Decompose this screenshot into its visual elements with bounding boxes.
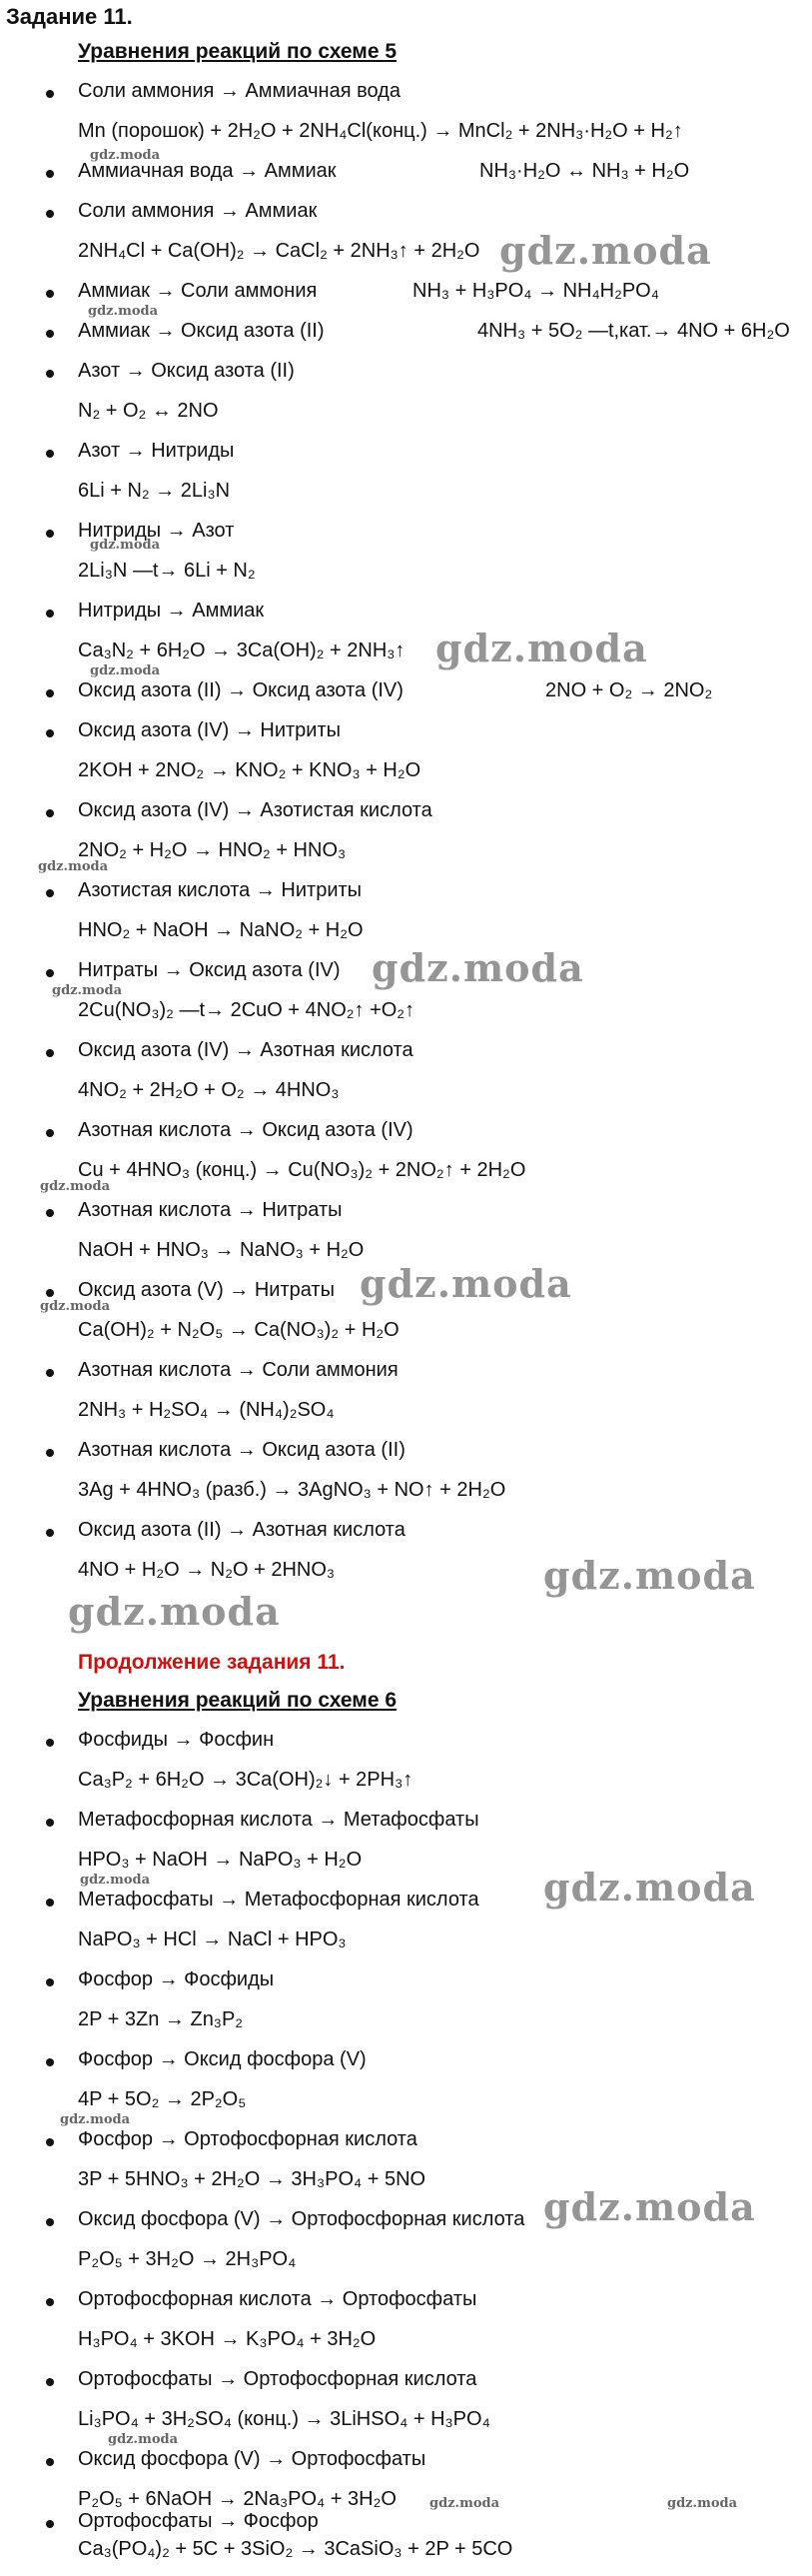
heading-text: Азотная кислота → Нитраты [78, 1199, 343, 1221]
bullet [46, 370, 54, 378]
heading-text: Нитриды → Азот [78, 520, 235, 542]
bullet [46, 2138, 54, 2146]
reaction-heading [0, 1519, 812, 1557]
heading-text: Азот → Нитриды [78, 440, 235, 462]
bullet [46, 969, 54, 977]
equation [0, 999, 812, 1037]
equation-text: 3P + 5HNO₃ + 2H₂O → 3H₃PO₄ + 5NO [78, 2168, 426, 2190]
reaction-heading [0, 2128, 812, 2166]
reaction-heading [0, 1439, 812, 1477]
bullet [46, 2378, 54, 2386]
equation-text: Li₃PO₄ + 3H₂SO₄ (конц.) → 3LiHSO₄ + H₃PO₄ [78, 2408, 490, 2430]
heading-text: Соли аммония → Аммиачная вода [78, 80, 401, 102]
bullet [46, 610, 54, 618]
bullet [46, 809, 54, 817]
reaction-heading [0, 2048, 812, 2086]
equation-text: Cu + 4HNO₃ (конц.) → Cu(NO₃)₂ + 2NO₂↑ + 2H₂O [78, 1159, 526, 1181]
equation [0, 480, 812, 518]
heading-text: Аммиак → Соли аммония [78, 280, 318, 302]
heading-text: Ортофосфаты → Ортофосфорная кислота [78, 2368, 477, 2390]
equation-text: NH₃ + H₃PO₄ → NH₄H₂PO₄ [412, 280, 659, 302]
equation-text: Ca₃(PO₄)₂ + 5C + 3SiO₂ → 3CaSiO₃ + 2P + 5CO [78, 2538, 513, 2560]
reaction-heading [0, 160, 812, 198]
heading-text: Оксид азота (II) → Оксид азота (IV) [78, 679, 404, 701]
reaction-heading [0, 719, 812, 757]
heading-text: Оксид фосфора (V) → Ортофосфорная кислота [78, 2208, 525, 2230]
equation-text: 2Li₃N —t→ 6Li + N₂ [78, 560, 256, 582]
equation-text: 4P + 5O₂ → 2P₂O₅ [78, 2088, 247, 2110]
heading-text: Нитраты → Оксид азота (IV) [78, 959, 341, 981]
equation-text: NH₃·H₂O ↔ NH₃ + H₂O [479, 160, 690, 182]
watermark: gdz.moda [435, 626, 648, 670]
bullet [46, 2218, 54, 2226]
watermark-small: gdz.moda [667, 2496, 738, 2511]
reaction-heading [0, 2288, 812, 2326]
bullet [46, 90, 54, 98]
bullet [46, 290, 54, 298]
bullet [46, 1369, 54, 1377]
bullet [46, 729, 54, 737]
watermark-small: gdz.moda [40, 1299, 111, 1314]
heading-text: Метафосфаты → Метафосфорная кислота [78, 1889, 479, 1911]
reaction-heading [0, 1359, 812, 1397]
watermark-small: gdz.moda [80, 1873, 151, 1888]
equation-text: H₃PO₄ + 3KOH → K₃PO₄ + 3H₂O [78, 2328, 377, 2350]
heading-text: Фосфиды → Фосфин [78, 1729, 275, 1751]
reaction-heading [0, 799, 812, 837]
bullet [46, 2520, 54, 2528]
heading-text: Азотная кислота → Оксид азота (II) [78, 1439, 406, 1461]
equation [0, 1479, 812, 1517]
equation-text: 2P + 3Zn → Zn₃P₂ [78, 2008, 244, 2030]
equation-text: 6Li + N₂ → 2Li₃N [78, 480, 231, 502]
equation [0, 400, 812, 438]
reaction-heading [0, 679, 812, 717]
bullet [46, 1819, 54, 1827]
equation-text: 4NO₂ + 2H₂O + O₂ → 4HNO₃ [78, 1079, 340, 1101]
scheme6-title: Уравнения реакций по схеме 6 [78, 1689, 398, 1712]
heading-text: Азотная кислота → Оксид азота (IV) [78, 1119, 413, 1141]
equation-text: 2NH₄Cl + Ca(OH)₂ → CaCl₂ + 2NH₃↑ + 2H₂O [78, 240, 480, 262]
reaction-heading [0, 360, 812, 398]
reaction-heading [0, 320, 812, 358]
bullet [46, 330, 54, 338]
heading-text: Азотистая кислота → Нитриты [78, 879, 363, 901]
bullet [46, 1529, 54, 1537]
watermark-small: gdz.moda [90, 538, 161, 553]
bullet [46, 1899, 54, 1907]
bullet [46, 689, 54, 697]
bullet [46, 1978, 54, 1986]
equation-text: 2NO₂ + H₂O → HNO₂ + HNO₃ [78, 839, 347, 861]
reaction-heading [0, 1968, 812, 2006]
reaction-heading [0, 1199, 812, 1237]
watermark: gdz.moda [543, 2184, 756, 2229]
equation [0, 2008, 812, 2046]
bullet [46, 1289, 54, 1297]
heading-text: Нитриды → Аммиак [78, 600, 265, 622]
reaction-heading [0, 600, 812, 638]
heading-text: Оксид фосфора (V) → Ортофосфаты [78, 2448, 426, 2470]
heading-text: Аммиачная вода → Аммиак [78, 160, 337, 182]
watermark-small: gdz.moda [88, 304, 159, 319]
watermark-small: gdz.moda [90, 663, 161, 678]
heading-text: Ортофосфаты → Фосфор [78, 2510, 319, 2532]
bullet [46, 1129, 54, 1137]
heading-text: Метафосфорная кислота → Метафосфаты [78, 1809, 479, 1831]
equation [0, 1079, 812, 1117]
reaction-heading [0, 1119, 812, 1157]
watermark: gdz.moda [372, 945, 584, 990]
watermark-small: gdz.moda [52, 983, 123, 998]
equation-text: 2KOH + 2NO₂ → KNO₂ + KNO₃ + H₂O [78, 759, 421, 781]
bullet [46, 530, 54, 538]
equation-text: P₂O₅ + 6NaOH → 2Na₃PO₄ + 3H₂O [78, 2488, 397, 2510]
heading-text: Азот → Оксид азота (II) [78, 360, 295, 382]
heading-text: Фосфор → Оксид фосфора (V) [78, 2048, 367, 2070]
equation-text: 4NO + H₂O → N₂O + 2HNO₃ [78, 1559, 336, 1581]
bullet [46, 210, 54, 218]
heading-text: Фосфор → Ортофосфорная кислота [78, 2128, 417, 2150]
equation [0, 560, 812, 598]
equation-text: HNO₂ + NaOH → NaNO₂ + H₂O [78, 919, 364, 941]
watermark: gdz.moda [68, 1589, 281, 1634]
heading-text: Азотная кислота → Соли аммония [78, 1359, 399, 1381]
bullet [46, 2298, 54, 2306]
equation-text: NaOH + HNO₃ → NaNO₃ + H₂O [78, 1239, 365, 1261]
heading-text: Оксид азота (IV) → Азотная кислота [78, 1039, 413, 1061]
heading-text: Оксид азота (V) → Нитраты [78, 1279, 335, 1301]
equation [0, 1319, 812, 1357]
continuation-title: Продолжение задания 11. [78, 1651, 346, 1674]
reaction-heading [0, 1809, 812, 1847]
heading-text: Соли аммония → Аммиак [78, 200, 318, 222]
heading-text: Оксид азота (IV) → Азотистая кислота [78, 799, 432, 821]
heading-text: Ортофосфорная кислота → Ортофосфаты [78, 2288, 477, 2310]
watermark-small: gdz.moda [60, 2112, 131, 2127]
reaction-heading [0, 2448, 812, 2486]
task-title: Задание 11. [6, 4, 133, 29]
equation [0, 1399, 812, 1437]
equation-text: 2Cu(NO₃)₂ —t→ 2CuO + 4NO₂↑ +O₂↑ [78, 999, 415, 1021]
bullet [46, 1049, 54, 1057]
heading-text: Фосфор → Фосфиды [78, 1968, 275, 1990]
reaction-heading [0, 879, 812, 917]
watermark-small: gdz.moda [429, 2496, 500, 2511]
equation [0, 1929, 812, 1966]
watermark: gdz.moda [543, 1553, 756, 1598]
scheme5-title: Уравнения реакций по схеме 5 [78, 40, 398, 63]
equation-text: 4NH₃ + 5O₂ —t,кат.→ 4NO + 6H₂O [477, 320, 790, 342]
equation [0, 1769, 812, 1807]
watermark: gdz.moda [360, 1261, 572, 1306]
equation-text: Ca(OH)₂ + N₂O₅ → Ca(NO₃)₂ + H₂O [78, 1319, 400, 1341]
watermark: gdz.moda [543, 1865, 756, 1910]
bullet [46, 450, 54, 458]
reaction-heading [0, 1039, 812, 1077]
equation-text: Ca₃N₂ + 6H₂O → 3Ca(OH)₂ + 2NH₃↑ [78, 640, 406, 661]
bullet [46, 889, 54, 897]
equation-text: N₂ + O₂ ↔ 2NO [78, 400, 219, 422]
bullet [46, 1739, 54, 1747]
reaction-heading [0, 440, 812, 478]
equation [0, 839, 812, 877]
watermark: gdz.moda [499, 228, 712, 273]
equation-text: Mn (порошок) + 2H₂O + 2NH₄Cl(конц.) → MnCl₂ + 2NH₃·H₂O + H₂↑ [78, 120, 683, 142]
equation-text: 2NH₃ + H₂SO₄ → (NH₄)₂SO₄ [78, 1399, 335, 1421]
reaction-heading [0, 1729, 812, 1767]
equation [0, 1159, 812, 1197]
equation [0, 2538, 812, 2576]
equation-text: P₂O₅ + 3H₂O → 2H₃PO₄ [78, 2248, 297, 2270]
bullet [46, 2458, 54, 2466]
reaction-heading [0, 80, 812, 118]
heading-text: Оксид азота (II) → Азотная кислота [78, 1519, 406, 1541]
heading-text: Аммиак → Оксид азота (II) [78, 320, 325, 342]
equation-text: 3Ag + 4HNO₃ (разб.) → 3AgNO₃ + NO↑ + 2H₂O [78, 1479, 506, 1501]
watermark-small: gdz.moda [38, 859, 109, 874]
equation-text: Ca₃P₂ + 6H₂O → 3Ca(OH)₂↓ + 2PH₃↑ [78, 1769, 413, 1791]
bullet [46, 1209, 54, 1217]
equation-text: 2NO + O₂ → 2NO₂ [545, 679, 713, 701]
watermark-small: gdz.moda [40, 1179, 111, 1194]
equation-text: NaPO₃ + HCl → NaCl + HPO₃ [78, 1929, 347, 1950]
bullet [46, 1449, 54, 1457]
bullet [46, 170, 54, 178]
watermark-small: gdz.moda [108, 2432, 179, 2447]
equation [0, 2328, 812, 2366]
watermark-small: gdz.moda [90, 148, 161, 163]
equation [0, 2248, 812, 2286]
equation [0, 759, 812, 797]
heading-text: Оксид азота (IV) → Нитриты [78, 719, 342, 741]
equation-text: HPO₃ + NaOH → NaPO₃ + H₂O [78, 1849, 363, 1871]
reaction-heading [0, 2368, 812, 2406]
bullet [46, 2058, 54, 2066]
